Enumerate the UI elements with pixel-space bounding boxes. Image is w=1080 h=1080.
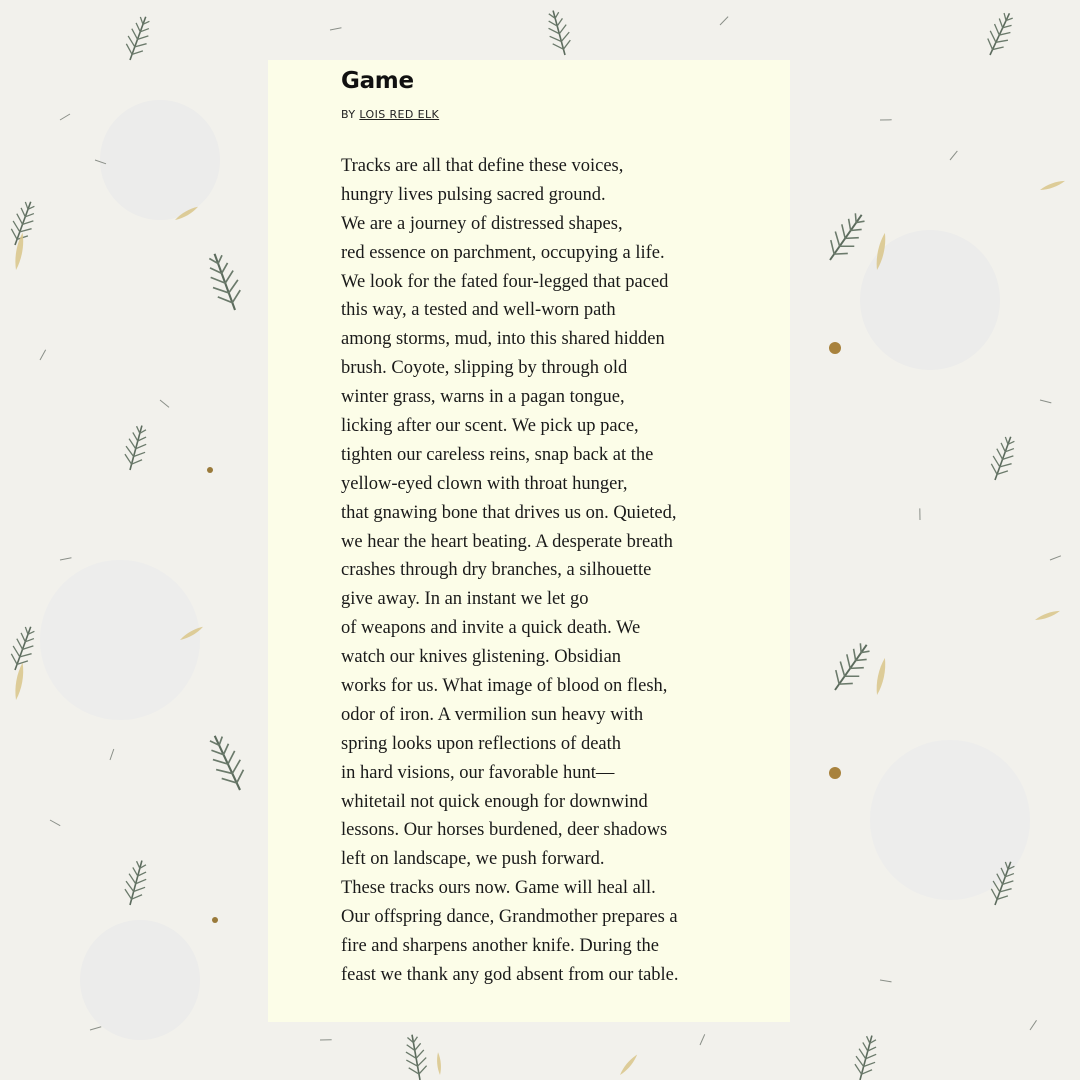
poem-line: works for us. What image of blood on flesh, [341, 676, 668, 697]
poem-line: brush. Coyote, slipping by through old [341, 358, 628, 379]
byline-prefix: BY [341, 108, 356, 121]
poem-line: lessons. Our horses burdened, deer shadows [341, 820, 668, 841]
poem-line: spring looks upon reflections of death [341, 733, 622, 754]
poem-line: left on landscape, we push forward. [341, 849, 605, 870]
poem-card [268, 60, 790, 1022]
poem-line: These tracks ours now. Game will heal all. [341, 878, 656, 899]
poem-line: hungry lives pulsing sacred ground. [341, 184, 606, 205]
poem-body [341, 152, 781, 990]
poem-line: red essence on parchment, occupying a life. [341, 242, 665, 263]
poem-line: of weapons and invite a quick death. We [341, 618, 641, 639]
poem-line: give away. In an instant we let go [341, 589, 589, 610]
poem-line: fire and sharpens another knife. During the [341, 936, 659, 957]
poem-line: We look for the fated four-legged that paced [341, 271, 669, 292]
poem-line: We are a journey of distressed shapes, [341, 213, 623, 234]
poem-line: this way, a tested and well-worn path [341, 300, 616, 321]
poem-line: we hear the heart beating. A desperate breath [341, 531, 673, 552]
poem-line: whitetail not quick enough for downwind [341, 791, 648, 812]
poem-line: feast we thank any god absent from our table. [341, 964, 679, 985]
poem-line: among storms, mud, into this shared hidden [341, 329, 665, 350]
poem-line: watch our knives glistening. Obsidian [341, 647, 622, 668]
poem-line: Tracks are all that define these voices, [341, 156, 624, 176]
poem-line: tighten our careless reins, snap back at the [341, 444, 654, 465]
poem-title: Game [341, 68, 414, 94]
poem-line: odor of iron. A vermilion sun heavy with [341, 704, 644, 725]
author-link[interactable]: LOIS RED ELK [359, 108, 440, 121]
poem-line: Our offspring dance, Grandmother prepares a [341, 907, 678, 928]
poem-line: in hard visions, our favorable hunt— [341, 762, 615, 783]
poem-line: winter grass, warns in a pagan tongue, [341, 387, 625, 408]
poem-line: crashes through dry branches, a silhouette [341, 560, 652, 581]
poem-line: licking after our scent. We pick up pace, [341, 416, 639, 437]
poem-line: yellow-eyed clown with throat hunger, [341, 473, 628, 494]
poem-line: that gnawing bone that drives us on. Quieted, [341, 502, 677, 523]
byline [341, 108, 439, 121]
